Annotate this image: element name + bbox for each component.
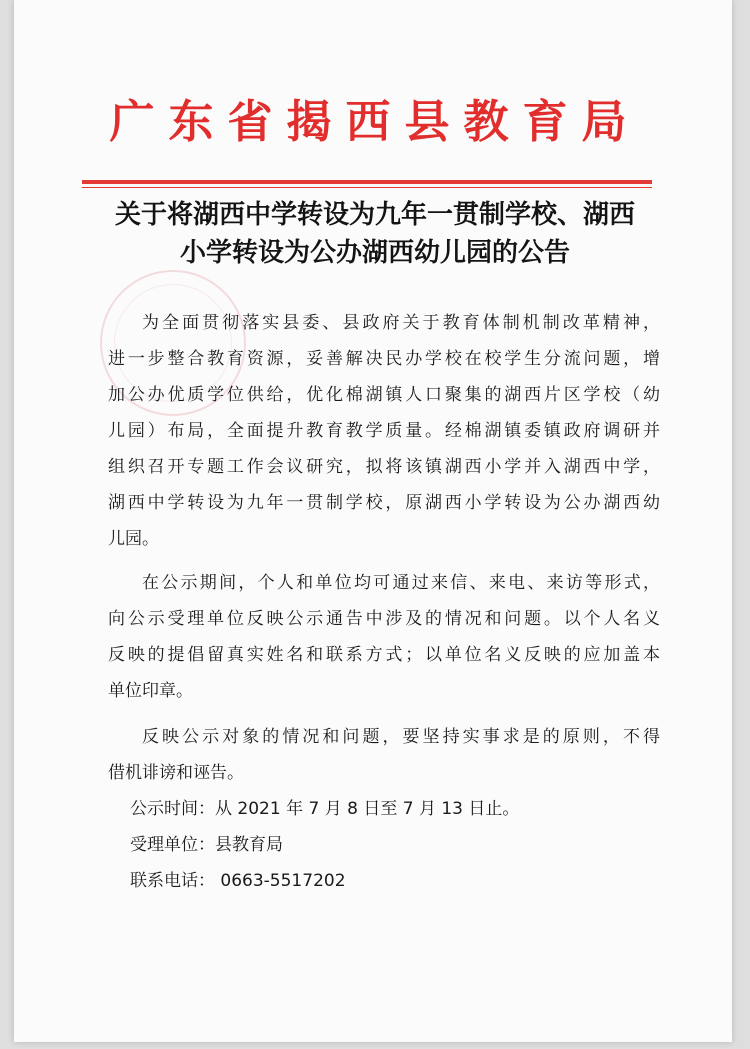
paragraph-line: 进一步整合教育资源，妥善解决民办学校在校学生分流问题，增 <box>108 349 660 369</box>
paragraph-line: 儿园。 <box>108 529 159 549</box>
paragraph-line: 在公示期间，个人和单位均可通过来信、来电、来访等形式， <box>142 573 660 593</box>
paragraph-line: 反映的提倡留真实姓名和联系方式；以单位名义反映的应加盖本 <box>108 645 660 665</box>
paragraph-line: 加公办优质学位供给，优化棉湖镇人口聚集的湖西片区学校（幼 <box>108 385 660 405</box>
document-title-line: 关于将湖西中学转设为九年一贯制学校、湖西 <box>114 200 635 230</box>
paragraph-background <box>108 305 660 557</box>
document-title <box>60 196 690 272</box>
notice-period: 公示时间：从 2021 年 7 月 8 日至 7 月 13 日止。 <box>130 799 520 819</box>
paragraph-line: 单位印章。 <box>108 681 193 701</box>
document-title-line: 小学转设为公办湖西幼儿园的公告 <box>179 238 570 268</box>
paragraph-line: 为全面贯彻落实县委、县政府关于教育体制机制改革精神， <box>142 313 660 333</box>
header-red-rule <box>82 180 652 184</box>
header-red-rule-thin <box>82 187 652 188</box>
paragraph-feedback-channels <box>108 565 660 709</box>
issuing-organization-header: 广东省揭西县教育局 <box>109 95 641 148</box>
contact-phone: 联系电话： 0663-5517202 <box>130 871 346 891</box>
paragraph-line: 组织召开专题工作会议研究，拟将该镇湖西小学并入湖西中学， <box>108 457 660 477</box>
receiving-unit: 受理单位：县教育局 <box>130 835 283 855</box>
paragraph-line: 儿园）布局，全面提升教育教学质量。经棉湖镇委镇政府调研并 <box>108 421 660 441</box>
paragraph-line: 借机诽谤和诬告。 <box>108 763 244 783</box>
paragraph-line: 向公示受理单位反映公示通告中涉及的情况和问题。以个人名义 <box>108 609 660 629</box>
paragraph-line: 湖西中学转设为九年一贯制学校，原湖西小学转设为公办湖西幼 <box>108 493 660 513</box>
paragraph-principles <box>108 719 660 791</box>
paragraph-line: 反映公示对象的情况和问题，要坚持实事求是的原则，不得 <box>142 727 660 747</box>
notice-info <box>108 791 660 899</box>
document-body <box>108 305 660 899</box>
